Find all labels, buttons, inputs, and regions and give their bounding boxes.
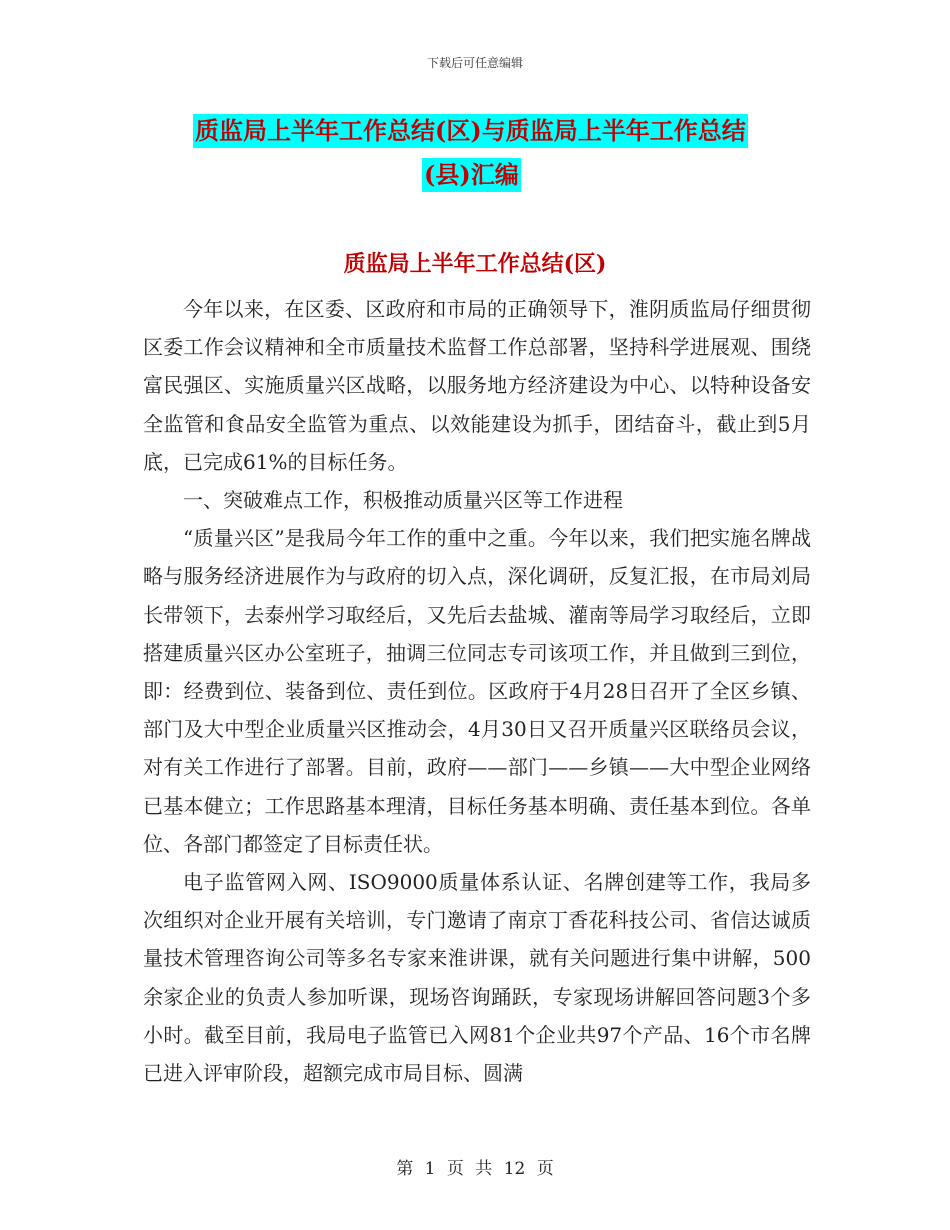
document-title-line-2: (县)汇编	[422, 158, 521, 192]
paragraph: 今年以来，在区委、区政府和市局的正确领导下，淮阴质监局仔细贯彻区委工作会议精神和全市质量技术监督工作总部署，坚持科学进展观、围绕富民强区、实施质量兴区战略，以服务地方经济建设为中心、以特种设备安全监管和食品安全监管为重点、以效能建设为抓手，团结奋斗，截止到5月底，已完成61%的目标任务。	[143, 297, 811, 474]
paragraph: 电子监管网入网、ISO9000质量体系认证、名牌创建等工作，我局多次组织对企业开展有关培训，专门邀请了南京丁香花科技公司、省信达诚质量技术管理咨询公司等多名专家来淮讲课，就有关问题进行集中讲解，500余家企业的负责人参加听课，现场咨询踊跃，专家现场讲解回答问题3个多小时。截至目前，我局电子监管已入网81个企业共97个产品、16个市名牌已进入评审阶段，超额完成市局目标、圆满	[143, 870, 811, 1086]
header-note: 下载后可任意编辑	[426, 56, 523, 70]
document-body	[143, 290, 811, 1092]
paragraph: 一、突破难点工作，积极推动质量兴区等工作进程	[183, 488, 623, 513]
page-footer: 第 1 页 共 12 页	[396, 1159, 554, 1179]
paragraph: “质量兴区”是我局今年工作的重中之重。今年以来，我们把实施名牌战略与服务经济进展作为与政府的切入点，深化调研，反复汇报，在市局刘局长带领下，去泰州学习取经后，又先后去盐城、灌南等局学习取经后，立即搭建质量兴区办公室班子，抽调三位同志专司该项工作，并且做到三到位，即：经费到位、装备到位、责任到位。区政府于4月28日召开了全区乡镇、部门及大中型企业质量兴区推动会，4月30日又召开质量兴区联络员会议，对有关工作进行了部署。目前，政府——部门——乡镇——大中型企业网络已基本健立；工作思路基本理清，目标任务基本明确、责任基本到位。各单位、各部门都签定了目标责任状。	[143, 526, 811, 856]
section-title: 质监局上半年工作总结(区)	[343, 251, 607, 277]
document-title-line-1: 质监局上半年工作总结(区)与质监局上半年工作总结	[193, 114, 748, 148]
